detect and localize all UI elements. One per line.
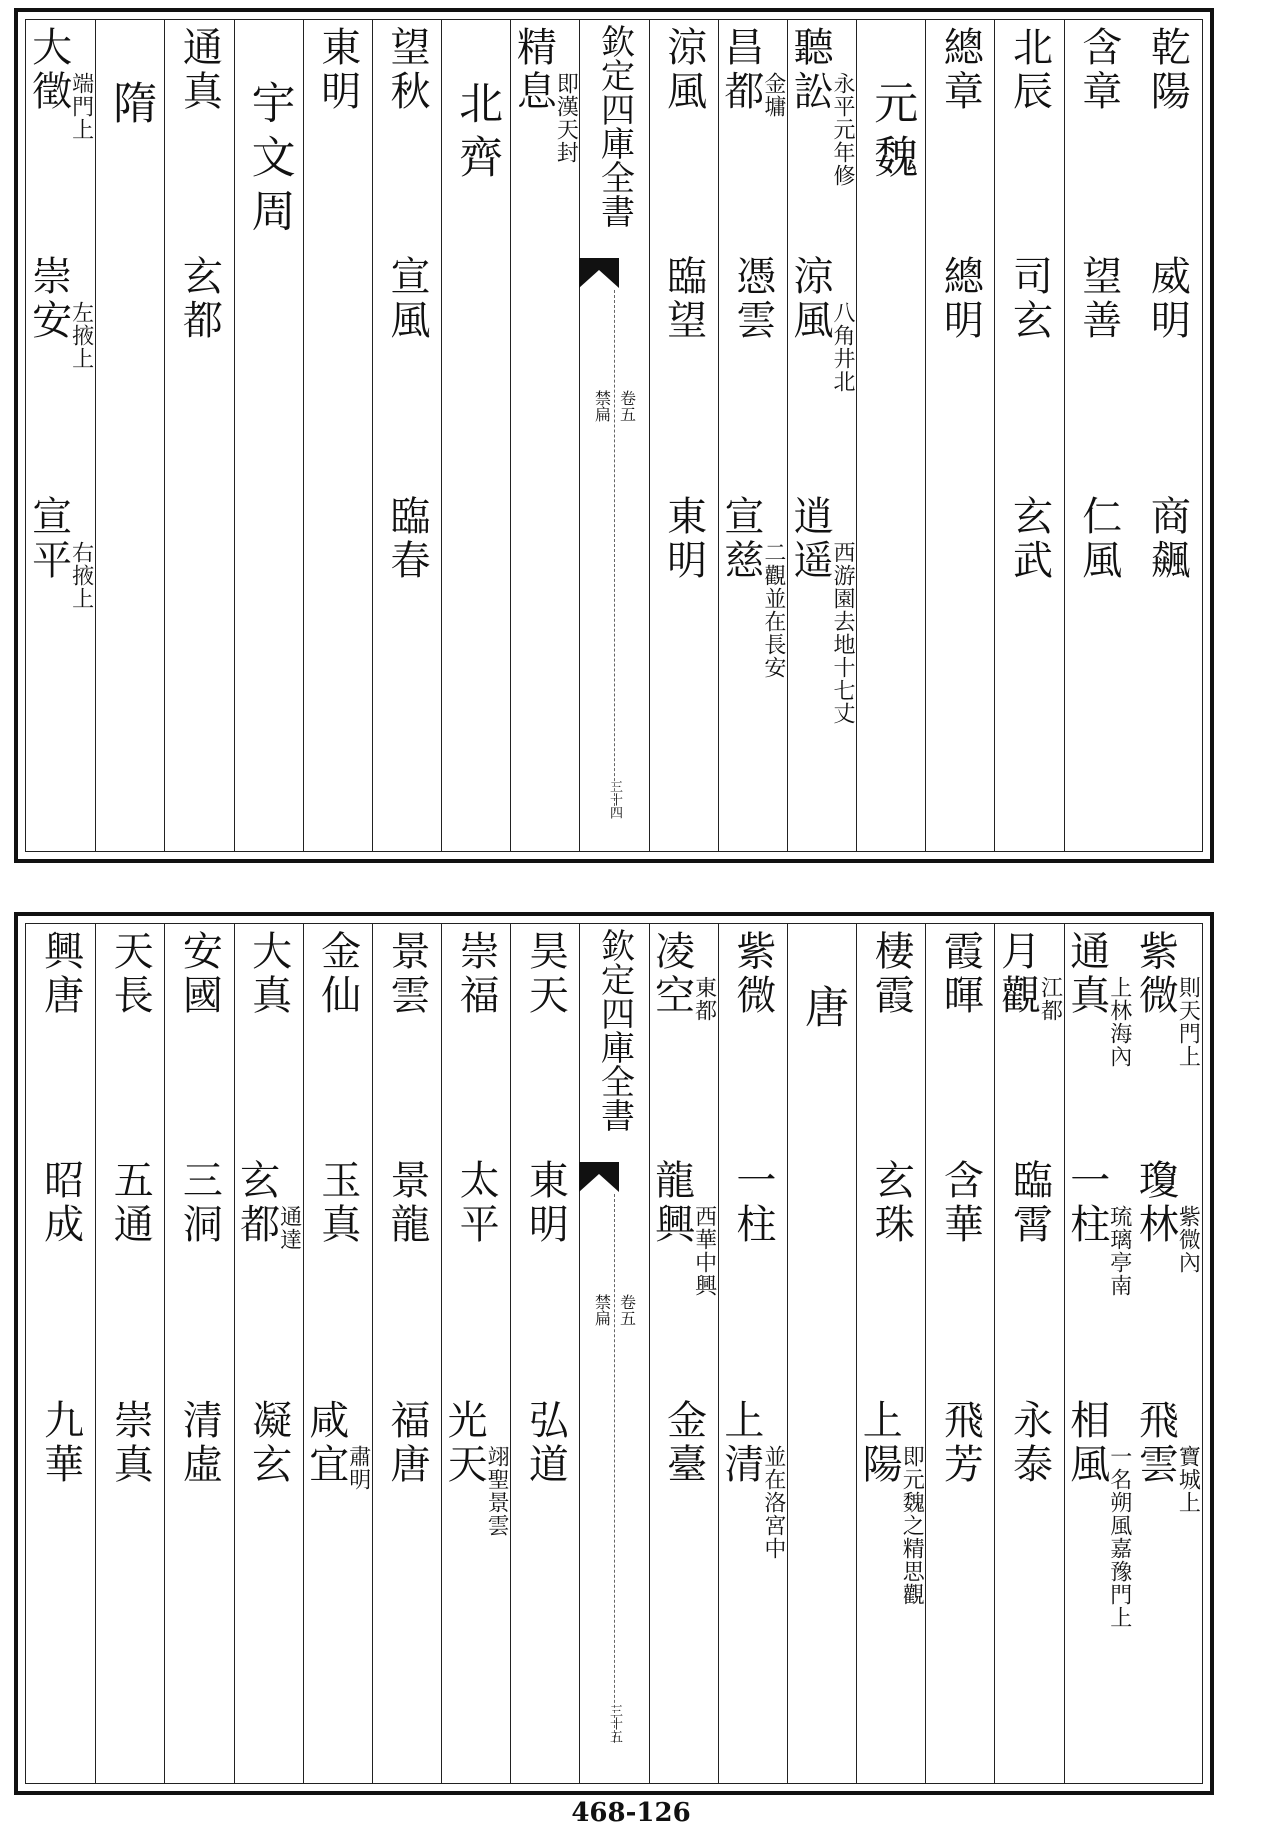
entry-name: 光天	[441, 1399, 488, 1487]
entry-cell	[26, 495, 95, 610]
entry-name: 含章	[1075, 26, 1122, 114]
entry-cell	[926, 255, 994, 343]
entry-column	[26, 924, 95, 1783]
entry-name: 宣慈	[717, 495, 764, 583]
entry-name: 金臺	[660, 1399, 707, 1487]
entry-name: 景龍	[383, 1159, 430, 1247]
entry-cell	[373, 255, 441, 343]
dynasty-heading: 元魏	[866, 80, 918, 188]
entry-name: 紫微	[1132, 930, 1179, 1018]
entry-cell	[995, 930, 1063, 1022]
entry-name: 望善	[1075, 255, 1122, 343]
entry-cell	[373, 1399, 441, 1487]
entry-cell	[373, 495, 441, 583]
entry-column	[303, 924, 372, 1783]
entry-cell	[1065, 495, 1133, 583]
entry-note: 則天門上	[1175, 976, 1201, 1068]
entry-cell	[650, 26, 718, 114]
entry-name: 憑雲	[729, 255, 776, 343]
entry-column	[925, 924, 994, 1783]
entry-cell	[1065, 26, 1133, 114]
entry-cell	[165, 26, 233, 114]
entry-note: 並在洛宮中	[760, 1445, 786, 1560]
entry-name: 紫微	[729, 930, 776, 1018]
center-subtitle-part: 卷五	[617, 390, 637, 422]
entry-name: 飛芳	[937, 1399, 984, 1487]
entry-name: 東明	[660, 495, 707, 583]
entry-cell	[373, 26, 441, 114]
entry-name: 凝玄	[245, 1399, 292, 1487]
entry-column	[1064, 20, 1133, 851]
entry-cell	[1133, 255, 1202, 343]
entry-cell	[719, 495, 787, 679]
entry-note: 上林海內	[1106, 976, 1132, 1068]
entry-cell	[26, 1399, 95, 1487]
entry-note: 即元魏之精思觀	[899, 1445, 925, 1606]
entry-name: 總明	[937, 255, 984, 343]
entry-name: 龍興	[648, 1159, 695, 1247]
entry-name: 九華	[37, 1399, 84, 1487]
entry-cell	[650, 930, 718, 1022]
entry-cell	[165, 255, 233, 343]
dynasty-column	[95, 20, 164, 851]
entry-name: 天長	[107, 930, 154, 1018]
entry-column	[441, 924, 510, 1783]
entry-name: 一柱	[1063, 1159, 1110, 1247]
entry-cell	[511, 26, 579, 164]
entry-cell	[511, 1399, 579, 1487]
entry-name: 凌空	[648, 930, 695, 1018]
entry-column	[372, 20, 441, 851]
entry-cell	[304, 1399, 372, 1491]
entry-name: 仁風	[1075, 495, 1122, 583]
entry-cell	[511, 930, 579, 1018]
entry-column	[26, 20, 95, 851]
entry-name: 霞暉	[937, 930, 984, 1018]
entry-name: 三洞	[176, 1159, 223, 1247]
entry-cell	[650, 495, 718, 583]
entry-note: 一名朔風嘉豫門上	[1106, 1445, 1132, 1629]
entry-column	[510, 924, 579, 1783]
entry-cell	[1065, 930, 1133, 1068]
entry-name: 景雲	[383, 930, 430, 1018]
entry-name: 玄珠	[868, 1159, 915, 1247]
entry-cell	[304, 930, 372, 1018]
entry-cell	[926, 26, 994, 114]
entry-name: 聽訟	[787, 26, 834, 114]
entry-name: 威明	[1144, 255, 1191, 343]
entry-note: 通達	[276, 1205, 302, 1251]
entry-note: 右掖上	[68, 541, 94, 610]
entry-name: 逍遥	[787, 495, 834, 583]
entry-note: 紫微內	[1175, 1205, 1201, 1274]
center-subtitle	[580, 390, 648, 422]
entry-name: 精息	[510, 26, 557, 114]
entry-cell	[926, 1399, 994, 1487]
entry-name: 宣風	[383, 255, 430, 343]
entry-name: 司玄	[1006, 255, 1053, 343]
bottom-page-grid	[25, 923, 1203, 1784]
fishtail-mark-icon	[579, 258, 619, 288]
entry-cell	[235, 1399, 303, 1487]
entry-cell	[1065, 255, 1133, 343]
entry-cell	[96, 930, 164, 1018]
entry-name: 棲霞	[868, 930, 915, 1018]
entry-name: 月觀	[994, 930, 1041, 1018]
entry-name: 通真	[1063, 930, 1110, 1018]
entry-cell	[96, 1159, 164, 1247]
entry-note: 琉璃亭南	[1106, 1205, 1132, 1297]
entry-note: 寶城上	[1175, 1445, 1201, 1514]
entry-cell	[719, 1159, 787, 1247]
entry-note: 肅明	[345, 1445, 371, 1491]
entry-name: 通真	[176, 26, 223, 114]
entry-name: 總章	[937, 26, 984, 114]
center-fold-line	[614, 1194, 615, 1743]
entry-column	[95, 924, 164, 1783]
entry-cell	[442, 1399, 510, 1537]
entry-cell	[1133, 26, 1202, 114]
entry-name: 涼風	[660, 26, 707, 114]
top-page	[14, 8, 1214, 863]
entry-name: 玄都	[176, 255, 223, 343]
entry-name: 宣平	[25, 495, 72, 583]
entry-column	[1133, 20, 1202, 851]
entry-cell	[995, 1399, 1063, 1487]
entry-name: 瓊林	[1132, 1159, 1179, 1247]
entry-note: 金墉	[760, 72, 786, 118]
entry-cell	[235, 930, 303, 1018]
entry-name: 玄武	[1006, 495, 1053, 583]
entry-cell	[26, 255, 95, 370]
entry-name: 商飆	[1144, 495, 1191, 583]
dynasty-heading: 宇文周	[243, 80, 295, 242]
entry-cell	[857, 930, 925, 1018]
dynasty-column	[234, 20, 303, 851]
dynasty-column	[787, 924, 856, 1783]
entry-cell	[719, 255, 787, 343]
dynasty-heading: 唐	[797, 984, 849, 1038]
center-subtitle	[580, 1294, 648, 1326]
entry-name: 臨望	[660, 255, 707, 343]
entry-cell	[373, 1159, 441, 1247]
entry-cell	[304, 1159, 372, 1247]
entry-name: 五通	[107, 1159, 154, 1247]
entry-cell	[995, 495, 1063, 583]
entry-name: 臨霄	[1006, 1159, 1053, 1247]
entry-note: 永平元年修	[830, 72, 856, 187]
entry-note: 東都	[691, 976, 717, 1022]
entry-name: 昌都	[717, 26, 764, 114]
entry-column	[718, 20, 787, 851]
entry-cell	[995, 26, 1063, 114]
entry-cell	[788, 26, 856, 187]
entry-note: 翊聖景雲	[484, 1445, 510, 1537]
center-subtitle-part: 禁扁	[592, 390, 612, 422]
entry-cell	[650, 1399, 718, 1487]
entry-name: 福唐	[383, 1399, 430, 1487]
dynasty-heading: 北齊	[451, 80, 503, 188]
entry-name: 東明	[314, 26, 361, 114]
entry-cell	[1133, 1399, 1202, 1514]
entry-column	[925, 20, 994, 851]
folio-number: 三十五	[606, 1704, 622, 1743]
entry-cell	[650, 255, 718, 343]
entry-column	[787, 20, 856, 851]
entry-name: 昊天	[522, 930, 569, 1018]
entry-name: 東明	[522, 1159, 569, 1247]
entry-name: 崇福	[453, 930, 500, 1018]
center-subtitle-part: 卷五	[617, 1294, 637, 1326]
center-column	[579, 924, 648, 1783]
entry-cell	[235, 1159, 303, 1251]
bottom-page	[14, 912, 1214, 1795]
entry-column	[994, 20, 1063, 851]
entry-name: 永泰	[1006, 1399, 1053, 1487]
fishtail-mark-icon	[579, 1162, 619, 1192]
dynasty-heading: 隋	[105, 80, 157, 134]
entry-cell	[165, 1159, 233, 1247]
entry-column	[234, 924, 303, 1783]
entry-cell	[1065, 1399, 1133, 1629]
entry-name: 安國	[176, 930, 223, 1018]
entry-cell	[304, 26, 372, 114]
entry-name: 玉真	[314, 1159, 361, 1247]
dynasty-column	[856, 20, 925, 851]
entry-note: 即漢天封	[553, 72, 579, 164]
entry-note: 江都	[1037, 976, 1063, 1022]
entry-column	[303, 20, 372, 851]
entry-note: 二觀並在長安	[760, 541, 786, 679]
entry-cell	[857, 1399, 925, 1606]
center-column	[579, 20, 648, 851]
entry-name: 大真	[245, 930, 292, 1018]
entry-note: 西華中興	[691, 1205, 717, 1297]
entry-name: 咸宜	[302, 1399, 349, 1487]
entry-column	[649, 20, 718, 851]
center-title: 欽定四庫全書	[594, 928, 635, 1132]
entry-cell	[1065, 1159, 1133, 1297]
entry-cell	[788, 495, 856, 725]
entry-cell	[926, 930, 994, 1018]
entry-cell	[926, 1159, 994, 1247]
entry-cell	[26, 930, 95, 1018]
entry-cell	[165, 930, 233, 1018]
entry-cell	[511, 1159, 579, 1247]
entry-name: 相風	[1063, 1399, 1110, 1487]
entry-cell	[719, 930, 787, 1018]
entry-cell	[719, 1399, 787, 1560]
entry-cell	[96, 1399, 164, 1487]
entry-name: 太平	[453, 1159, 500, 1247]
entry-name: 清虛	[176, 1399, 223, 1487]
entry-cell	[165, 1399, 233, 1487]
entry-cell	[857, 1159, 925, 1247]
entry-cell	[373, 930, 441, 1018]
entry-column	[718, 924, 787, 1783]
entry-cell	[1133, 495, 1202, 583]
top-page-grid	[25, 19, 1203, 852]
entry-cell	[788, 255, 856, 393]
entry-name: 北辰	[1006, 26, 1053, 114]
entry-column	[164, 924, 233, 1783]
center-title: 欽定四庫全書	[594, 24, 635, 228]
entry-name: 飛雲	[1132, 1399, 1179, 1487]
entry-name: 上陽	[856, 1399, 903, 1487]
entry-name: 大徵	[25, 26, 72, 114]
entry-note: 八角井北	[830, 301, 856, 393]
entry-name: 望秋	[383, 26, 430, 114]
entry-name: 昭成	[37, 1159, 84, 1247]
entry-name: 涼風	[787, 255, 834, 343]
entry-cell	[995, 1159, 1063, 1247]
entry-cell	[26, 26, 95, 141]
center-subtitle-part: 禁扁	[592, 1294, 612, 1326]
entry-column	[164, 20, 233, 851]
entry-name: 崇安	[25, 255, 72, 343]
entry-name: 弘道	[522, 1399, 569, 1487]
entry-name: 一柱	[729, 1159, 776, 1247]
entry-name: 上清	[717, 1399, 764, 1487]
entry-note: 端門上	[68, 72, 94, 141]
entry-name: 崇真	[107, 1399, 154, 1487]
entry-name: 乾陽	[1144, 26, 1191, 114]
entry-cell	[650, 1159, 718, 1297]
entry-column	[372, 924, 441, 1783]
entry-name: 玄都	[233, 1159, 280, 1247]
dynasty-column	[441, 20, 510, 851]
entry-column	[1064, 924, 1133, 1783]
entry-cell	[1133, 930, 1202, 1068]
entry-name: 含華	[937, 1159, 984, 1247]
page-number-footer: 468-126	[571, 1798, 691, 1828]
entry-cell	[442, 930, 510, 1018]
entry-note: 左掖上	[68, 301, 94, 370]
entry-name: 金仙	[314, 930, 361, 1018]
entry-column	[1133, 924, 1202, 1783]
entry-cell	[1133, 1159, 1202, 1274]
entry-column	[994, 924, 1063, 1783]
entry-note: 西游園去地十七丈	[830, 541, 856, 725]
entry-cell	[442, 1159, 510, 1247]
entry-column	[649, 924, 718, 1783]
entry-name: 臨春	[383, 495, 430, 583]
entry-column	[510, 20, 579, 851]
center-fold-line	[614, 290, 615, 811]
entry-name: 興唐	[37, 930, 84, 1018]
entry-cell	[995, 255, 1063, 343]
entry-cell	[26, 1159, 95, 1247]
entry-column	[856, 924, 925, 1783]
folio-number: 三十四	[606, 780, 622, 819]
entry-cell	[719, 26, 787, 118]
